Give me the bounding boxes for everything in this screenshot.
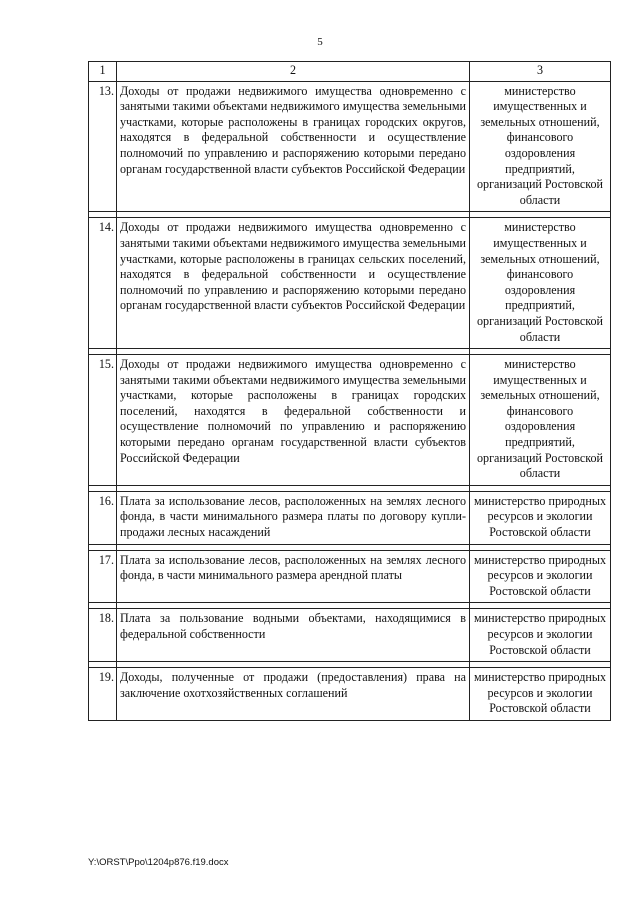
table-row: [89, 609, 611, 662]
row-number: 19.: [89, 668, 117, 721]
table-header-row: [89, 62, 611, 82]
row-number: 16.: [89, 491, 117, 544]
table-row: [89, 491, 611, 544]
row-number: 17.: [89, 550, 117, 603]
header-col-3: 3: [470, 62, 611, 82]
page-number: 5: [317, 36, 323, 48]
row-description: Доходы от продажи недвижимого имущества одновременно с занятыми такими объектами недвижимого имущества земельными участками, которые расположены в границах сельских поселений, находятся в федеральной собственности и осуществление полномочий по управлению и распоряжению которыми передано органам государственной власти субъектов Российской Федерации: [117, 218, 470, 349]
row-administrator: министерство имущественных и земельных отношений, финансового оздоровления предприятий, организаций Ростовской области: [470, 355, 611, 486]
row-administrator: министерство природных ресурсов и экологии Ростовской области: [470, 668, 611, 721]
row-number: 13.: [89, 81, 117, 212]
row-number: 14.: [89, 218, 117, 349]
table-row: [89, 550, 611, 603]
row-administrator: министерство имущественных и земельных отношений, финансового оздоровления предприятий, организаций Ростовской области: [470, 218, 611, 349]
file-path-footer: Y:\ORST\Ppo\1204p876.f19.docx: [88, 857, 229, 868]
row-description: Доходы от продажи недвижимого имущества одновременно с занятыми такими объектами недвижимого имущества земельными участками, которые расположены в границах городских округов, находятся в федеральной собственности и осуществление полномочий по управлению и распоряжению которыми передано органам государственной власти субъектов Российской Федерации: [117, 81, 470, 212]
row-description: Плата за использование лесов, расположенных на землях лесного фонда, в части минимального размера арендной платы: [117, 550, 470, 603]
row-description: Доходы, полученные от продажи (предоставления) права на заключение охотхозяйственных соглашений: [117, 668, 470, 721]
row-administrator: министерство природных ресурсов и экологии Ростовской области: [470, 491, 611, 544]
row-administrator: министерство природных ресурсов и экологии Ростовской области: [470, 609, 611, 662]
row-description: Доходы от продажи недвижимого имущества одновременно с занятыми такими объектами недвижимого имущества земельными участками, которые расположены в границах городских поселений, находятся в федеральной собственности и осуществление полномочий по управлению и распоряжению которыми передано органам государственной власти субъектов Российской Федерации: [117, 355, 470, 486]
header-col-1: 1: [89, 62, 117, 82]
row-description: Плата за использование лесов, расположенных на землях лесного фонда, в части минимального размера платы по договору купли-продажи лесных насаждений: [117, 491, 470, 544]
row-description: Плата за пользование водными объектами, находящимися в федеральной собственности: [117, 609, 470, 662]
table-row: [89, 668, 611, 721]
row-number: 15.: [89, 355, 117, 486]
row-administrator: министерство природных ресурсов и экологии Ростовской области: [470, 550, 611, 603]
table-row: [89, 81, 611, 212]
row-administrator: министерство имущественных и земельных отношений, финансового оздоровления предприятий, организаций Ростовской области: [470, 81, 611, 212]
table-row: [89, 218, 611, 349]
revenue-table: [88, 61, 611, 721]
row-number: 18.: [89, 609, 117, 662]
header-col-2: 2: [117, 62, 470, 82]
table-row: [89, 355, 611, 486]
